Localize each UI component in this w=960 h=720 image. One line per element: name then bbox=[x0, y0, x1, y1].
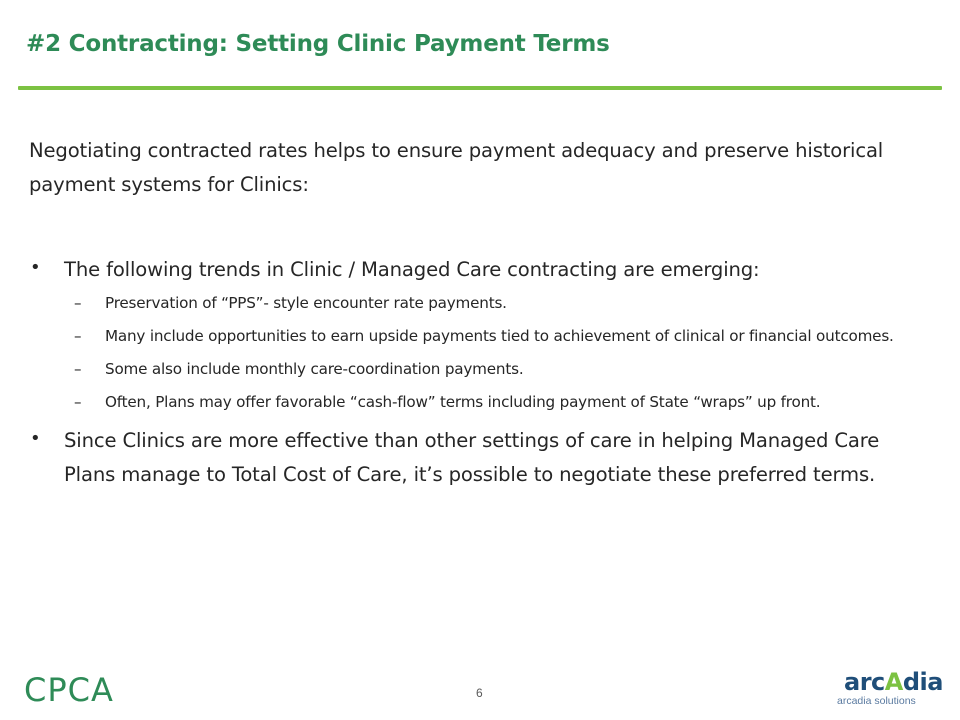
arcadia-word-start: arc bbox=[844, 668, 885, 696]
sub-bullet-item bbox=[64, 324, 934, 348]
sub-bullet-item bbox=[64, 390, 934, 414]
arcadia-logo bbox=[824, 666, 944, 710]
sub-bullet-marker: – bbox=[74, 294, 82, 312]
sub-bullet-list bbox=[64, 291, 934, 414]
bullet-marker: • bbox=[30, 257, 41, 278]
sub-bullet-text: Many include opportunities to earn upside payments tied to achievement of clinical or financial outcomes. bbox=[105, 327, 894, 345]
arcadia-wordmark bbox=[844, 666, 943, 698]
bullet-marker: • bbox=[30, 428, 41, 449]
page-number: 6 bbox=[476, 686, 483, 700]
bullet-item bbox=[29, 424, 929, 492]
sub-bullet-text: Preservation of “PPS”- style encounter rate payments. bbox=[105, 294, 507, 312]
title-divider bbox=[18, 86, 942, 90]
slide-title: #2 Contracting: Setting Clinic Payment Terms bbox=[26, 31, 610, 57]
bullet-text: The following trends in Clinic / Managed Care contracting are emerging: bbox=[64, 258, 760, 281]
sub-bullet-marker: – bbox=[74, 327, 82, 345]
arcadia-word-end: dia bbox=[902, 668, 943, 696]
intro-paragraph: Negotiating contracted rates helps to ensure payment adequacy and preserve historical payment systems for Clinics: bbox=[29, 139, 884, 196]
sub-bullet-text: Some also include monthly care-coordination payments. bbox=[105, 360, 524, 378]
arcadia-word-accent: A bbox=[884, 668, 903, 696]
bullet-item bbox=[29, 253, 934, 414]
arcadia-subtitle: arcadia solutions bbox=[837, 695, 916, 707]
sub-bullet-text: Often, Plans may offer favorable “cash-flow” terms including payment of State “wraps” up front. bbox=[105, 393, 821, 411]
bullet-text: Since Clinics are more effective than other settings of care in helping Managed Care Plans manage to Total Cost of Care, it’s possible to negotiate these preferred terms. bbox=[64, 429, 880, 486]
sub-bullet-marker: – bbox=[74, 360, 82, 378]
bullet-list bbox=[29, 253, 929, 492]
cpca-logo: CPCA bbox=[24, 671, 114, 709]
sub-bullet-marker: – bbox=[74, 393, 82, 411]
sub-bullet-item bbox=[64, 357, 934, 381]
sub-bullet-item bbox=[64, 291, 934, 315]
